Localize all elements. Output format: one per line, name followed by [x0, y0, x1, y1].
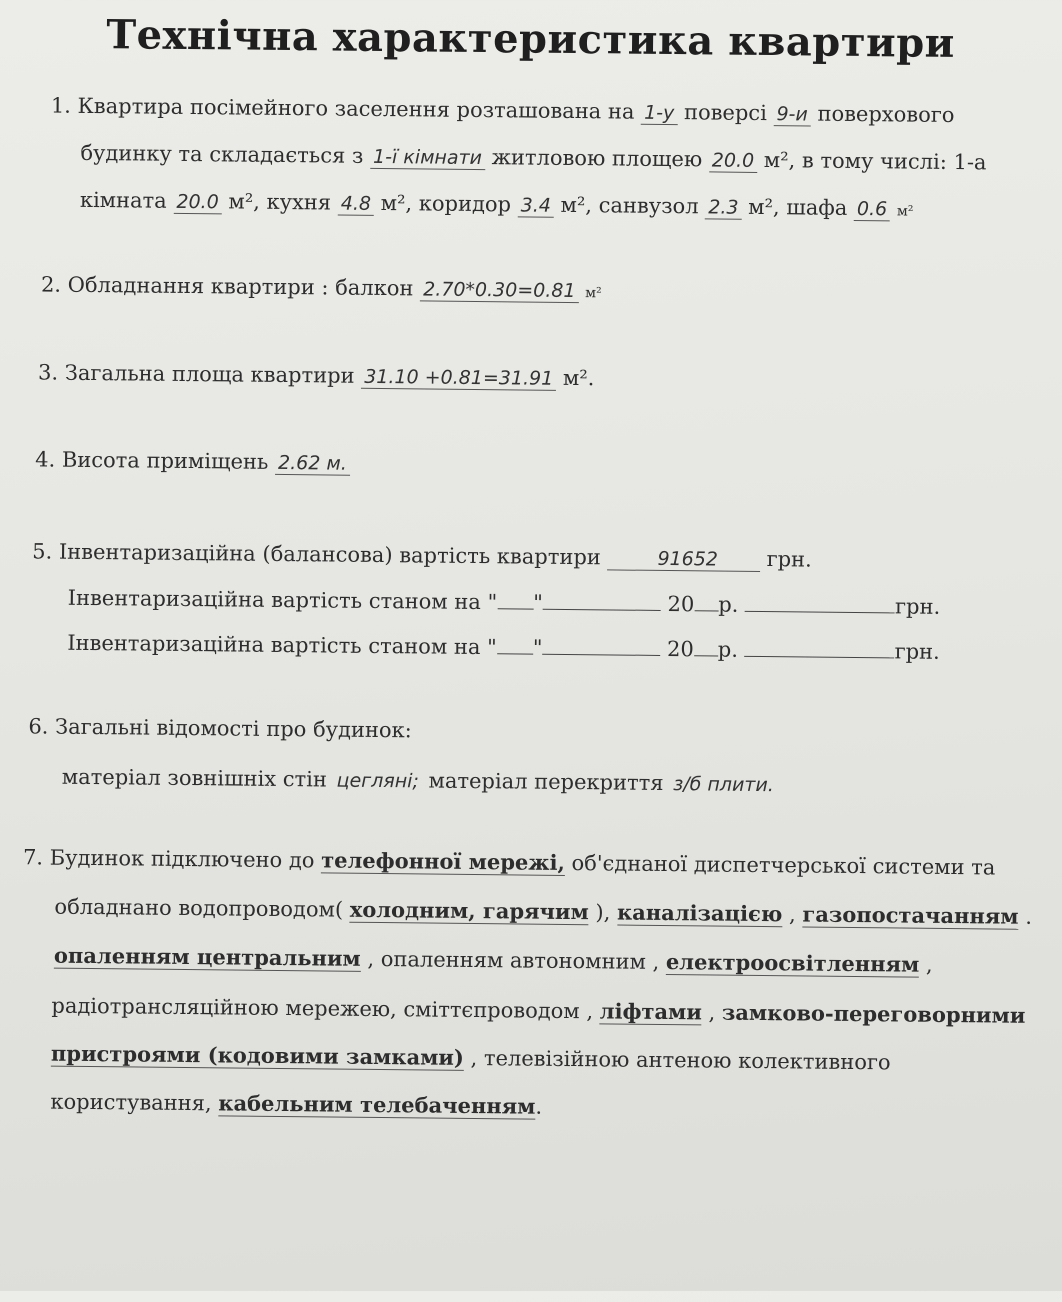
section-7-line-2: обладнано водопроводом( холодним, гарячим ), каналізацією , газопостачанням .	[54, 894, 1033, 929]
total-area-value: 31.10 +0.81=31.91	[361, 366, 556, 391]
water-supply: холодним, гарячим	[349, 896, 589, 925]
floors-material-value: з/б плити.	[673, 773, 774, 797]
day-blank	[497, 635, 533, 654]
section-1-line-2: будинку та складається з 1-ї кімнати житловою площею 20.0 м², в тому числі: 1-а	[80, 140, 987, 175]
month-blank	[542, 636, 660, 656]
section-7-line-1: 7. Будинок підключено до телефонної мережі, об'єднаної диспетчерської системи та	[22, 845, 996, 880]
sewerage: каналізацією	[616, 899, 783, 927]
section-7-line-5: пристроями (кодовими замками) , телевізійною антеною колективного	[50, 1040, 891, 1075]
section-7-line-6: користування, кабельним телебаченням.	[50, 1089, 543, 1119]
closet-area-value: 0.6	[854, 198, 890, 221]
section-7-number: 7.	[22, 845, 44, 870]
kitchen-area-value: 4.8	[338, 193, 374, 216]
section-6-number: 6.	[28, 714, 49, 739]
section-3-number: 3.	[37, 360, 59, 385]
section-6-line-1: 6. Загальні відомості про будинок:	[28, 714, 412, 743]
room1-area-value: 20.0	[173, 191, 222, 215]
value-blank	[745, 638, 895, 659]
code-locks: пристроями (кодовими замками)	[50, 1040, 465, 1070]
section-4-number: 4.	[35, 447, 56, 472]
section-1-line-1: 1. Квартира посімейного заселення розташована на 1-у поверсі 9-и поверхового	[50, 93, 955, 128]
floor-value: 1-у	[641, 102, 677, 125]
central-heating: опаленням центральним	[53, 942, 361, 971]
section-6-line-2: матеріал зовнішніх стін цегляні; матеріал перекриття з/б плити.	[62, 765, 777, 796]
section-5-number: 5.	[32, 539, 53, 564]
year-blank	[694, 637, 718, 656]
bathroom-area-value: 2.3	[705, 196, 741, 219]
month-blank	[543, 591, 661, 611]
floors-total-value: 9-и	[773, 103, 811, 126]
section-5-line-2: Інвентаризаційна вартість станом на " " 20 р. грн.	[67, 585, 941, 619]
section-1-number: 1.	[50, 93, 72, 118]
section-7-line-4: радіотрансляційною мережею, сміттєпроводом , ліфтами , замково-переговорними	[51, 993, 1026, 1028]
phone-network: телефонної мережі,	[321, 847, 565, 875]
electric-lighting: електроосвітленням	[665, 949, 920, 977]
inventory-value: 91652	[607, 547, 760, 572]
balcony-value: 2.70*0.30=0.81	[420, 278, 579, 303]
living-area-value: 20.0	[709, 149, 758, 173]
section-5-line-1: 5. Інвентаризаційна (балансова) вартість квартири 91652 грн.	[32, 539, 812, 572]
gas-supply: газопостачанням	[802, 901, 1019, 929]
elevators: ліфтами	[599, 998, 703, 1025]
section-3-line: 3. Загальна площа квартири 31.10 +0.81=31.91 м².	[37, 360, 595, 391]
intercom: замково-переговорними	[721, 999, 1026, 1028]
section-1-line-3: кімната 20.0 м², кухня 4.8 м², коридор 3.4 м², санвузол 2.3 м², шафа 0.6 м²	[79, 187, 914, 221]
document-title: Технічна характеристика квартири	[106, 11, 956, 68]
section-2-number: 2.	[40, 272, 62, 297]
corridor-area-value: 3.4	[518, 194, 554, 217]
rooms-value: 1-ї кімнати	[370, 146, 485, 170]
value-blank	[745, 593, 895, 614]
year-blank	[694, 592, 718, 611]
cable-tv: кабельним телебаченням	[218, 1090, 536, 1119]
walls-material-value: цегляні;	[336, 769, 420, 793]
section-4-line: 4. Висота приміщень 2.62 м.	[35, 447, 350, 474]
section-7-line-3: опаленням центральним , опаленням автономним , електроосвітленням ,	[53, 942, 933, 977]
section-2-line: 2. Обладнання квартири : балкон 2.70*0.30=0.81 м²	[40, 272, 602, 303]
section-5-line-3: Інвентаризаційна вартість станом на " " 20 р. грн.	[67, 630, 940, 664]
height-value: 2.62 м.	[275, 452, 350, 476]
day-blank	[497, 590, 533, 609]
